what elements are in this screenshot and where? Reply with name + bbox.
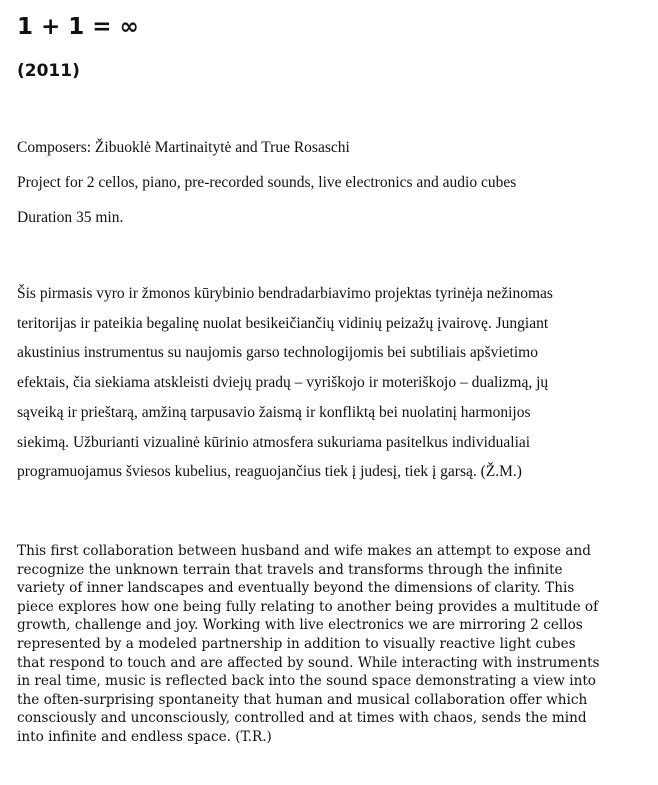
lithuanian-description [17, 279, 647, 487]
year-subtitle: (2011) [17, 61, 80, 81]
paragraph-line: that respond to touch and are affected by sound. While interacting with instruments [17, 654, 600, 671]
project-meta [17, 130, 647, 235]
paragraph-line: into infinite and endless space. (T.R.) [17, 728, 272, 745]
instrumentation-line: Project for 2 cellos, piano, pre-recorded sounds, live electronics and audio cubes [17, 174, 517, 191]
paragraph-line: in real time, music is reflected back into the sound space demonstrating a view into [17, 673, 596, 690]
duration-line: Duration 35 min. [17, 209, 124, 226]
paragraph-line: programuojamus šviesos kubelius, reaguojančius tiek į judesį, tiek į garsą. (Ž.M.) [17, 463, 522, 481]
paragraph-line: teritorijas ir pateikia begalinę nuolat besikeičiančių vidinių peizažų įvairovę. Jungiant [17, 314, 549, 332]
paragraph-line: the often-surprising spontaneity that human and musical collaboration offer which [17, 691, 588, 708]
paragraph-line: represented by a modeled partnership in addition to visually reactive light cubes [17, 635, 576, 652]
paragraph-line: akustinius instrumentus su naujomis garso technologijomis bei subtiliais apšvietimo [17, 344, 538, 362]
paragraph-line: recognize the unknown terrain that travels and transforms through the infinite [17, 561, 563, 578]
paragraph-line: variety of inner landscapes and eventually beyond the dimensions of clarity. This [17, 580, 575, 597]
composers-line: Composers: Žibuoklė Martinaitytė and True Rosaschi [17, 139, 350, 156]
paragraph-line: sąveiką ir prieštarą, amžiną tarpusavio žaismą ir konfliktą bei nuolatinį harmonijos [17, 403, 531, 421]
paragraph-line: Šis pirmasis vyro ir žmonos kūrybinio bendradarbiavimo projektas tyrinėja nežinomas [17, 285, 553, 302]
paragraph-line: consciously and unconsciously, controlled and at times with chaos, sends the mind [17, 710, 587, 727]
paragraph-line: piece explores how one being fully relating to another being provides a multitude of [17, 598, 599, 615]
page-title: 1 + 1 = ∞ [17, 14, 139, 40]
paragraph-line: This first collaboration between husband and wife makes an attempt to expose and [17, 543, 591, 559]
paragraph-line: efektais, čia siekiama atskleisti dviejų pradų – vyriškojo ir moteriškojo – dualizmą, jų [17, 374, 549, 392]
english-description [17, 542, 653, 747]
paragraph-line: growth, challenge and joy. Working with live electronics we are mirroring 2 cellos [17, 617, 583, 634]
paragraph-line: siekimą. Užburianti vizualinė kūrinio atmosfera sukuriama pasitelkus individualiai [17, 433, 531, 451]
